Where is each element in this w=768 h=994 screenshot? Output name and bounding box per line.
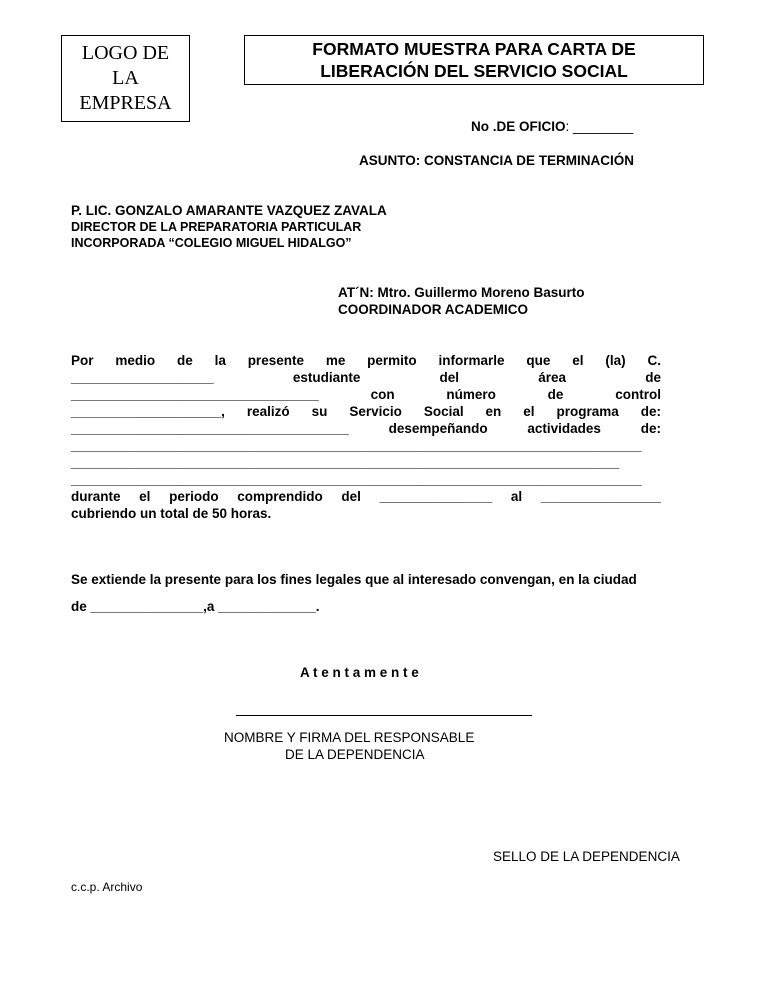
title-line-2: LIBERACIÓN DEL SERVICIO SOCIAL	[320, 61, 628, 81]
body-line-7	[71, 454, 661, 471]
word: (la)	[605, 353, 626, 368]
attn-title: COORDINADOR ACADEMICO	[338, 302, 528, 317]
signature-label-2: DE LA DEPENDENCIA	[285, 747, 425, 762]
word: me	[325, 353, 346, 368]
blank-area: _________________________________	[71, 387, 319, 402]
recipient-name: P. LIC. GONZALO AMARANTE VAZQUEZ ZAVALA	[71, 203, 387, 218]
word: actividades	[527, 421, 601, 436]
word: Por	[71, 353, 94, 368]
word: programa	[556, 404, 619, 419]
body-line-10	[71, 505, 661, 522]
word: su	[311, 404, 328, 419]
word: del	[341, 489, 361, 504]
word: comprendido	[237, 489, 323, 504]
word: de	[176, 353, 193, 368]
logo-line: LA	[112, 67, 139, 89]
document-title	[244, 35, 704, 85]
word: de:	[640, 404, 661, 419]
ccp-archive: c.c.p. Archivo	[71, 880, 143, 894]
closing-city-date: de _______________,a _____________.	[71, 599, 320, 614]
word: informarle	[438, 353, 505, 368]
word: la	[214, 353, 226, 368]
word: de	[547, 387, 564, 402]
body-line-3	[71, 386, 661, 403]
atentamente: A t e n t a m e n t e	[300, 665, 419, 680]
oficio-label: No .DE OFICIO	[471, 119, 566, 134]
blank-start-date: _______________	[379, 489, 493, 504]
word: realizó	[246, 404, 290, 419]
body-line-6	[71, 437, 661, 454]
word: periodo	[169, 489, 219, 504]
word: estudiante	[292, 370, 361, 385]
word: de:	[640, 421, 661, 436]
blank-program: _____________________________________	[71, 421, 349, 436]
closing-statement: Se extiende la presente para los fines legales que al interesado convengan, en la ciudad	[71, 572, 637, 587]
word: de	[645, 370, 661, 385]
blank-student-name: ___________________	[71, 370, 214, 385]
word: C.	[647, 353, 661, 368]
asunto: ASUNTO: CONSTANCIA DE TERMINACIÓN	[359, 153, 634, 168]
title-line-1: FORMATO MUESTRA PARA CARTA DE	[312, 39, 636, 59]
word: el	[523, 404, 535, 419]
hours-statement: cubriendo un total de 50 horas.	[71, 506, 272, 521]
word: con	[370, 387, 395, 402]
seal-label: SELLO DE LA DEPENDENCIA	[493, 849, 680, 864]
blank-activities: ____________________________________________________________________________	[71, 438, 642, 453]
blank-control-number: ____________________,	[71, 404, 225, 419]
word: que	[526, 353, 551, 368]
attn-name: AT´N: Mtro. Guillermo Moreno Basurto	[338, 285, 585, 300]
word: durante	[71, 489, 121, 504]
word: en	[485, 404, 502, 419]
body-paragraph	[71, 352, 661, 522]
blank-end-date: ________________	[540, 489, 661, 504]
signature-line	[236, 715, 532, 716]
word: Social	[423, 404, 464, 419]
word: medio	[115, 353, 156, 368]
oficio-colon: :	[565, 119, 570, 134]
blank-activities: _________________________________________________________________________	[71, 455, 620, 470]
logo-line: LOGO DE	[81, 42, 170, 64]
blank-activities: ____________________________________________________________________________	[71, 472, 642, 487]
word: permito	[367, 353, 417, 368]
word: el	[572, 353, 584, 368]
body-line-8	[71, 471, 661, 488]
word: al	[510, 489, 523, 504]
recipient-institution: INCORPORADA “COLEGIO MIGUEL HIDALGO”	[71, 236, 352, 250]
company-logo-placeholder	[61, 35, 190, 122]
word: área	[538, 370, 567, 385]
logo-line: EMPRESA	[79, 92, 172, 114]
oficio-number	[471, 119, 633, 134]
word: del	[439, 370, 460, 385]
body-line-2	[71, 369, 661, 386]
body-line-4	[71, 403, 661, 420]
word: número	[446, 387, 496, 402]
body-line-9	[71, 488, 661, 505]
word: el	[139, 489, 151, 504]
oficio-blank: ________	[573, 119, 634, 134]
word: desempeñando	[388, 421, 488, 436]
recipient-title: DIRECTOR DE LA PREPARATORIA PARTICULAR	[71, 220, 362, 234]
signature-label-1: NOMBRE Y FIRMA DEL RESPONSABLE	[224, 730, 475, 745]
word: presente	[247, 353, 304, 368]
word: Servicio	[349, 404, 402, 419]
body-line-1	[71, 352, 661, 369]
body-line-5	[71, 420, 661, 437]
word: control	[615, 387, 661, 402]
